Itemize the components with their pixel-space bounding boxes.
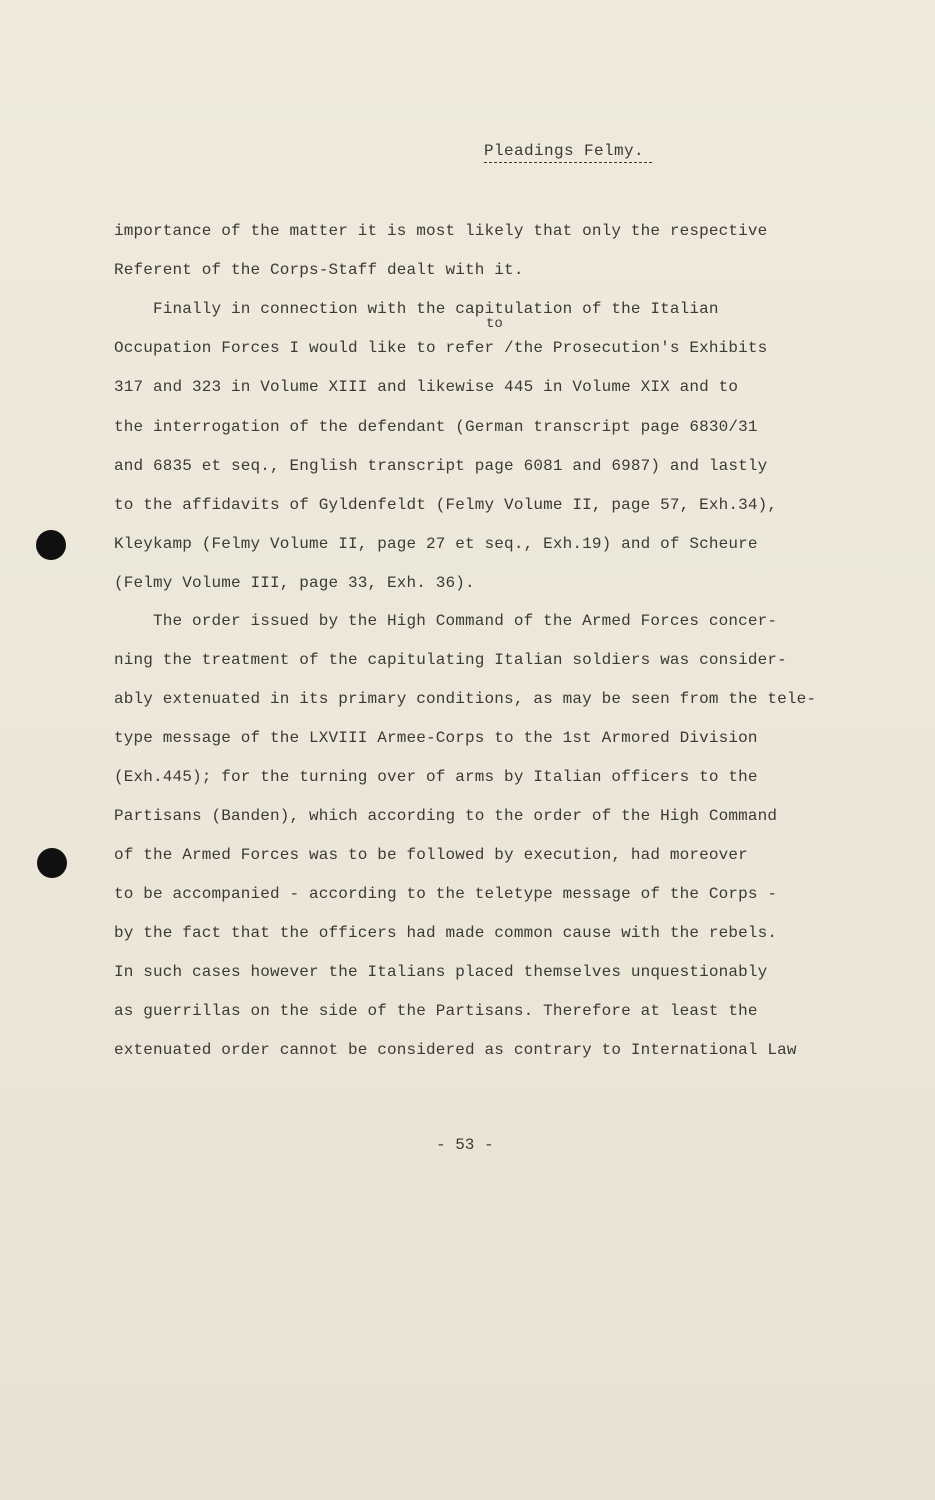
text-line: the interrogation of the defendant (German transcript page 6830/31 xyxy=(114,418,758,436)
text-line: Partisans (Banden), which according to the order of the High Command xyxy=(114,807,778,825)
text-line: 317 and 323 in Volume XIII and likewise 445 in Volume XIX and to xyxy=(114,378,739,396)
text-line: Kleykamp (Felmy Volume II, page 27 et seq., Exh.19) and of Scheure xyxy=(114,535,758,553)
text-line: Referent of the Corps-Staff dealt with it. xyxy=(114,261,524,279)
header-underline xyxy=(484,162,652,163)
text-line: Finally in connection with the capitulation of the Italian xyxy=(114,300,719,318)
text-line: (Exh.445); for the turning over of arms by Italian officers to the xyxy=(114,768,758,786)
page-number: - 53 - xyxy=(436,1136,494,1154)
punch-hole-bottom xyxy=(37,848,67,878)
text-line: importance of the matter it is most likely that only the respective xyxy=(114,222,768,240)
text-line: type message of the LXVIII Armee-Corps to the 1st Armored Division xyxy=(114,729,758,747)
text-line: by the fact that the officers had made common cause with the rebels. xyxy=(114,924,778,942)
text-line: and 6835 et seq., English transcript page 6081 and 6987) and lastly xyxy=(114,457,768,475)
text-line: ning the treatment of the capitulating Italian soldiers was consider- xyxy=(114,651,787,669)
text-line: (Felmy Volume III, page 33, Exh. 36). xyxy=(114,574,475,592)
text-line: as guerrillas on the side of the Partisans. Therefore at least the xyxy=(114,1002,758,1020)
text-line: Occupation Forces I would like to refer /the Prosecution's Exhibits xyxy=(114,339,768,357)
page-header-title: Pleadings Felmy. xyxy=(484,142,645,160)
text-line: to the affidavits of Gyldenfeldt (Felmy Volume II, page 57, Exh.34), xyxy=(114,496,778,514)
text-line: of the Armed Forces was to be followed by execution, had moreover xyxy=(114,846,748,864)
text-line: to be accompanied - according to the teletype message of the Corps - xyxy=(114,885,778,903)
text-line: The order issued by the High Command of the Armed Forces concer- xyxy=(114,612,778,630)
text-line: In such cases however the Italians placed themselves unquestionably xyxy=(114,963,768,981)
text-line: ably extenuated in its primary conditions, as may be seen from the tele- xyxy=(114,690,817,708)
handwritten-insert-word: to xyxy=(486,316,503,332)
punch-hole-top xyxy=(36,530,66,560)
text-line: extenuated order cannot be considered as contrary to International Law xyxy=(114,1041,797,1059)
